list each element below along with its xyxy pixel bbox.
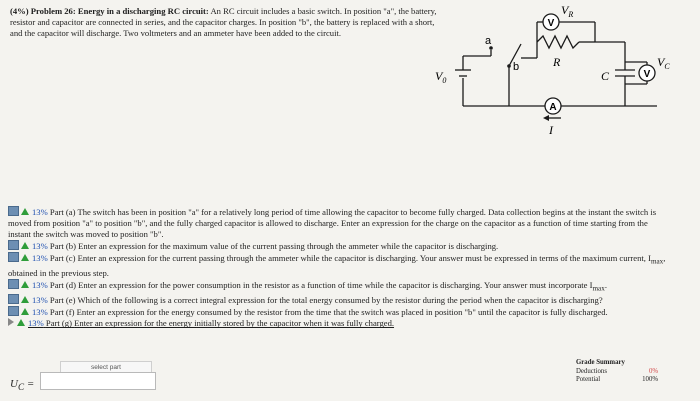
ammeter-glyph: A [549,102,557,113]
part-percent: 13% [32,279,48,290]
part-c[interactable] [8,252,668,279]
label-v0: $V_0$ [435,69,447,85]
hint-icon[interactable] [8,279,19,289]
label-a: a [485,35,492,47]
status-triangle-icon [21,208,29,215]
part-b[interactable] [8,240,668,252]
hint-icon[interactable] [8,294,19,304]
part-text: Enter an expression for the current passing through the ammeter while the capacitor is discharging. Your answer must be expressed in terms of the maximum current, I [77,253,651,263]
problem-header: (4%) Problem 26: [10,6,76,16]
label-vc: $V_C$ [657,55,670,71]
hint-icon[interactable] [8,252,19,262]
part-text: Which of the following is a correct integral expression for the total energy consumed by the resistor during the period when the capacitor is discharging? [77,295,603,306]
part-label: Part (c) [49,253,76,263]
problem-intro [10,6,440,39]
part-a[interactable] [8,206,668,240]
part-subscript: max [650,257,664,266]
current-arrow-icon [543,115,549,121]
play-icon[interactable] [8,318,14,326]
status-triangle-icon [21,281,29,288]
part-text: Enter an expression for the maximum value of the current passing through the ammeter while the capacitor is discharging. [78,241,499,251]
part-text-tail: , obtained in the previous step. [8,253,666,278]
voltmeter-vc-glyph: V [643,69,651,80]
part-subscript: max [592,284,605,293]
grade-summary-title: Grade Summary [576,359,625,366]
part-text: The switch has been in position "a" for a relatively long period of time allowing the capacitor to become fully charged. Data collection begins at the instant the switch is moved from position "a" to position "b", and the fully charged capacitor is allowed to discharge. Enter an expression for the charge on the capacitor as a function of time starting from the instant the switch was moved to position "b". [8,207,657,239]
label-r: R [553,55,561,69]
problem-intro-text: An RC circuit includes a basic switch. In position "a", the battery, resistor and capacitor are connected in series, and the capacitor charges. In position "b", the battery is replaced with a short, and the capacitor will discharge. Two voltmeters and an ammeter have been added to the circuit. [10,6,437,38]
grade-summary [576,359,658,385]
deductions-value: 0% [648,367,658,375]
answer-label: $U_C$ = [10,378,35,393]
status-triangle-icon [21,296,29,303]
part-label: Part (b) [49,241,76,251]
part-percent: 13% [32,295,48,306]
label-b: b [513,61,520,73]
part-f[interactable] [8,306,668,318]
answer-input[interactable] [40,372,156,390]
hint-icon[interactable] [8,306,19,316]
hint-icon[interactable] [8,240,19,250]
part-label: Part (a) [49,207,76,217]
potential-value: 100% [642,376,658,383]
part-text-tail: . [604,279,607,290]
label-vr: $V_R$ [561,3,574,19]
part-g[interactable] [8,318,668,329]
switch-contact-b [507,64,511,68]
parts-list [8,206,668,329]
label-i: I [549,123,553,137]
answer-row [10,364,121,393]
hint-icon[interactable] [8,206,19,216]
part-label: Part (e) [49,295,76,306]
select-part-button[interactable]: select part [60,361,152,375]
part-percent: 13% [32,307,48,318]
part-label: Part (d) [49,279,76,290]
part-percent: 13% [32,253,48,263]
part-label: Part (g) [45,318,72,329]
status-triangle-icon [17,319,25,326]
status-triangle-icon [21,254,29,261]
status-triangle-icon [21,242,29,249]
part-d[interactable] [8,279,668,295]
problem-title: Energy in a discharging RC circuit: [77,6,209,16]
part-percent: 13% [28,318,44,329]
part-text: Enter an expression for the power consumption in the resistor as a function of time while the capacitor is discharging. Your answer must incorporate I [78,279,593,290]
circuit-diagram [425,0,695,150]
potential-row: Potential 100% [576,376,658,383]
part-e[interactable] [8,294,668,306]
part-text: Enter an expression for the energy initially stored by the capacitor when it was fully charged. [74,318,395,329]
part-text: Enter an expression for the energy consumed by the resistor from the time that the switch was placed in position "b" until the capacitor is fully discharged. [76,307,608,318]
part-label: Part (f) [49,307,75,318]
part-percent: 13% [32,241,48,251]
part-percent: 13% [32,207,48,217]
voltmeter-vr-glyph: V [547,18,555,29]
status-triangle-icon [21,308,29,315]
deductions-row: Deductions 0% [576,367,658,375]
label-c: C [601,69,610,83]
